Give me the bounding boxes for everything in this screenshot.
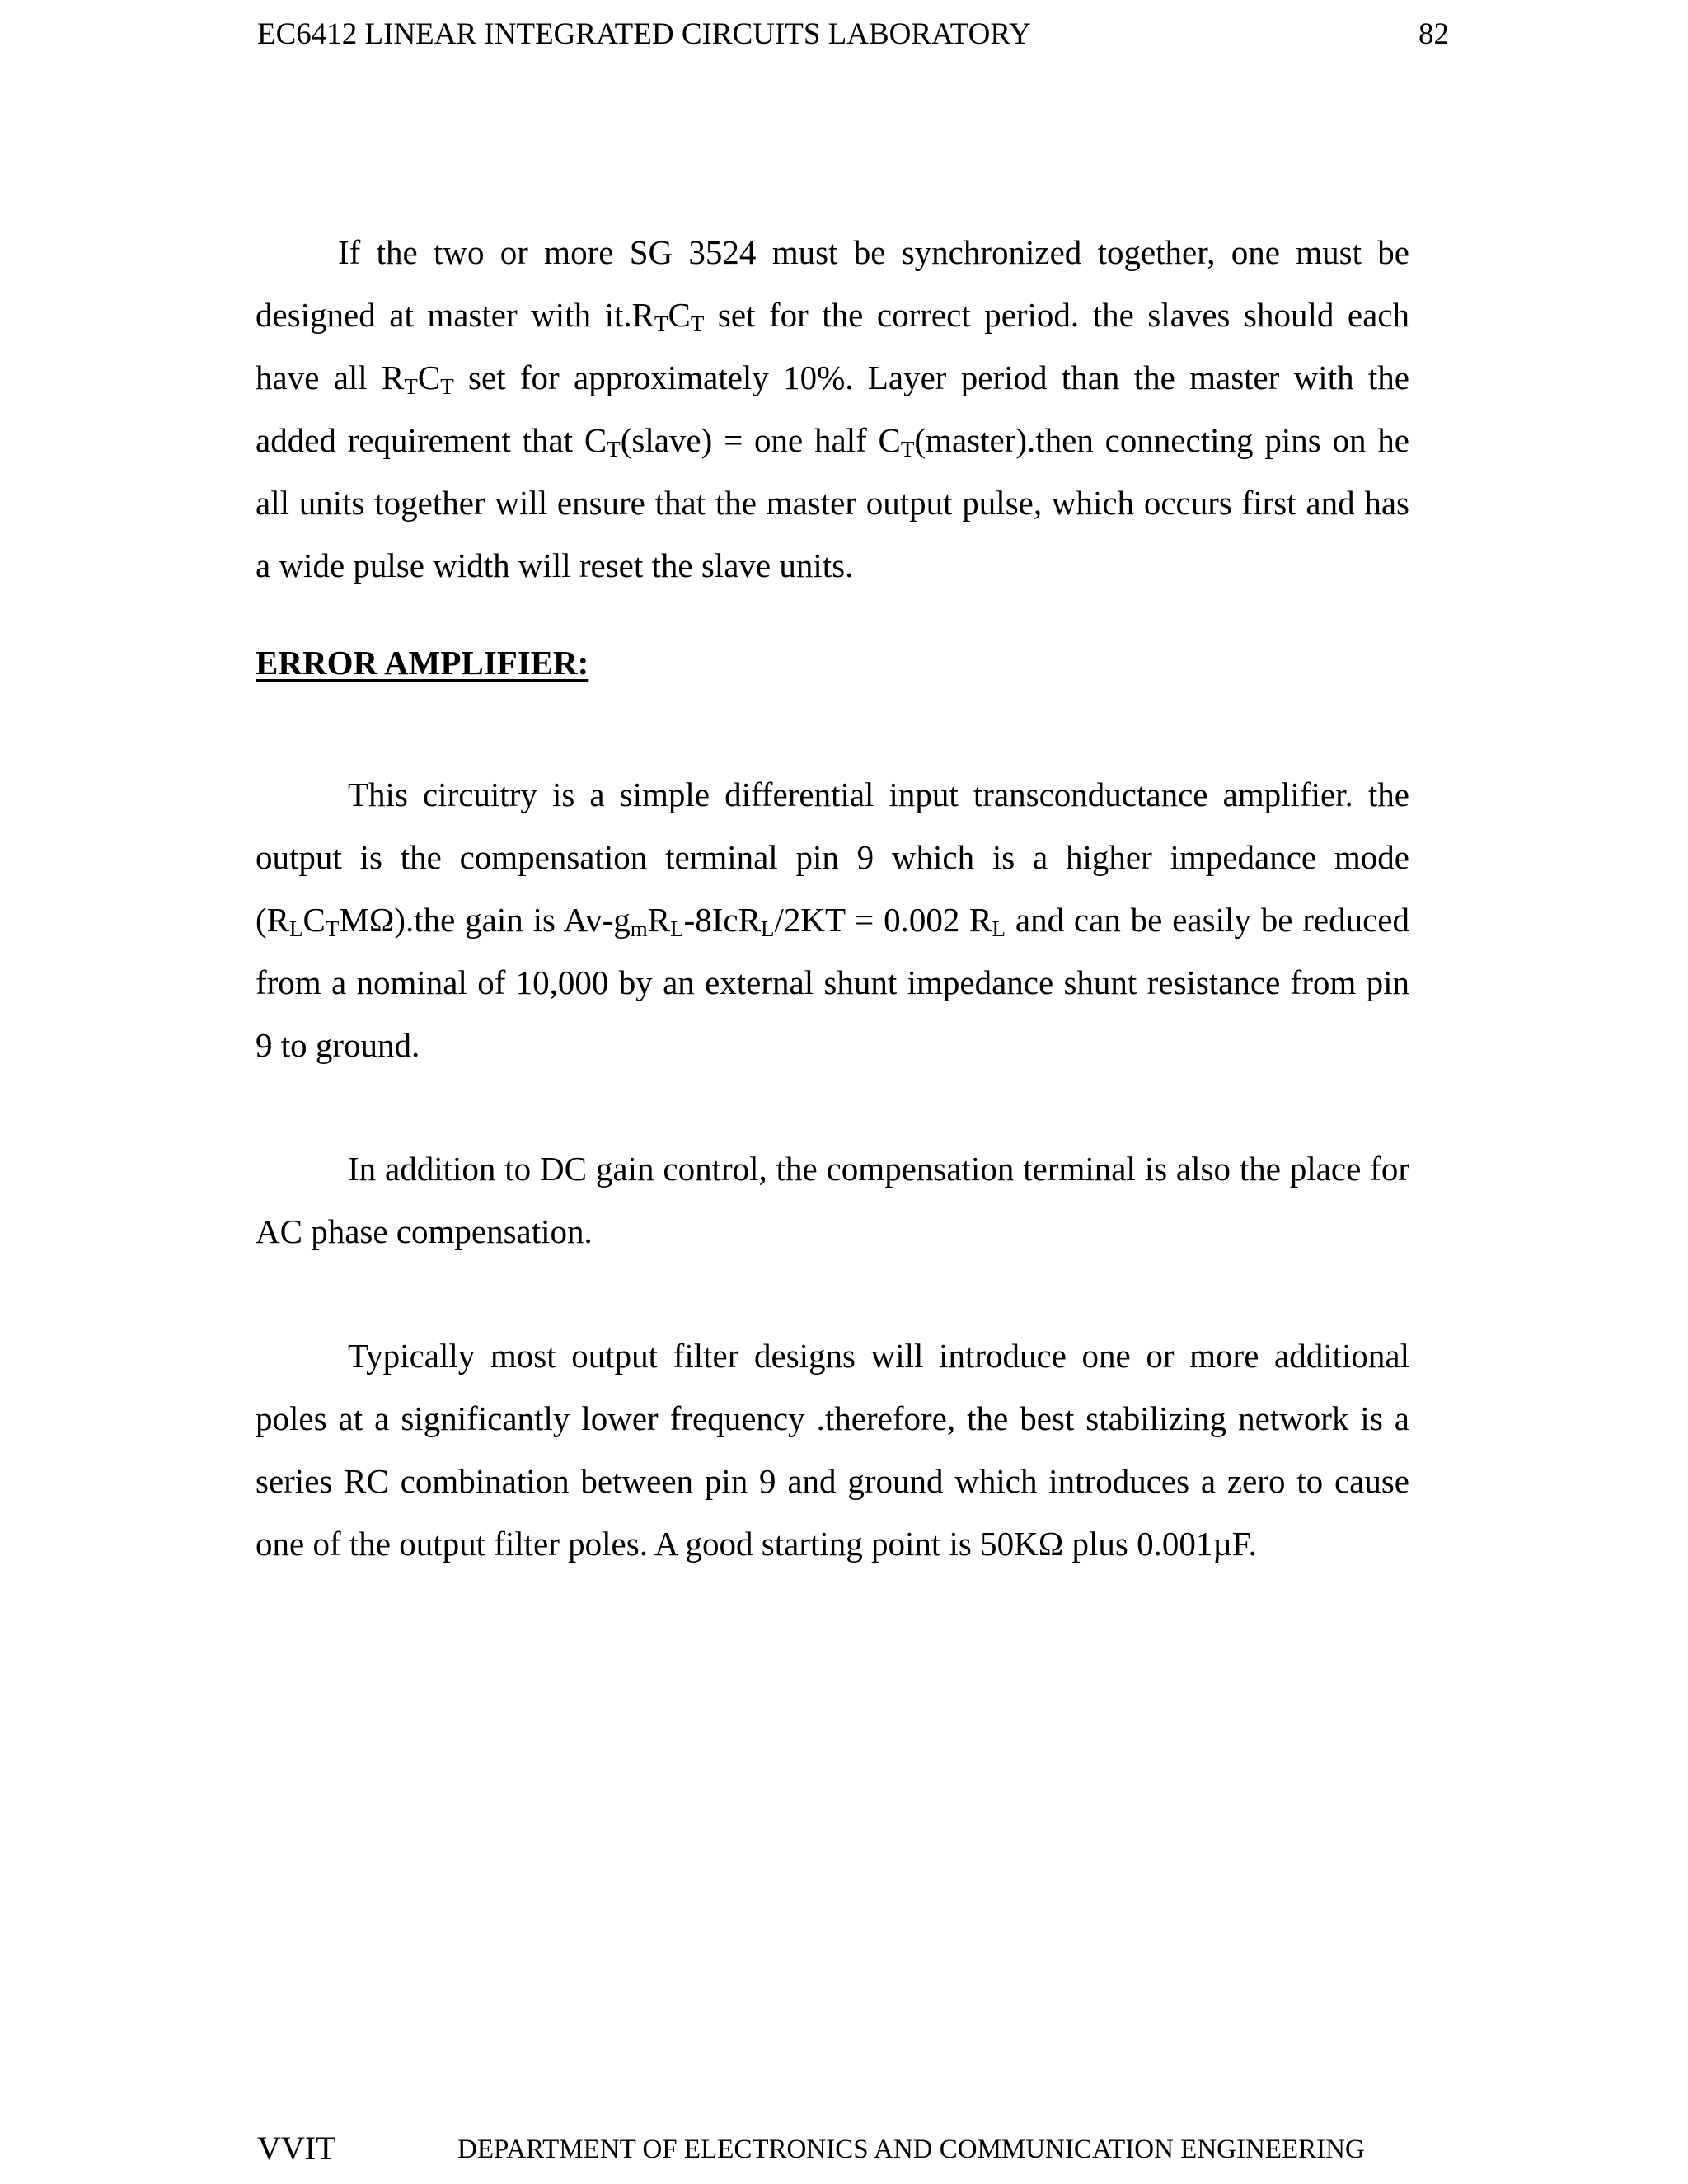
paragraph-dc-gain-text: In addition to DC gain control, the compensation terminal is also the place for AC phase compensation. — [256, 1150, 1409, 1250]
paragraph-dc-gain — [256, 1137, 1409, 1263]
paragraph-filter — [256, 1324, 1409, 1575]
paragraph-filter-text: Typically most output filter designs will introduce one or more additional poles at a significantly lower frequency .therefore, the best stabilizing network is a series RC combination between pin 9 and ground which introduces a zero to cause one of the output filter poles. A good starting point is 50KΩ plus 0.001µF. — [256, 1337, 1409, 1563]
footer-institution: VVIT — [257, 2130, 336, 2167]
paragraph-sync — [256, 221, 1409, 597]
header-title: EC6412 LINEAR INTEGRATED CIRCUITS LABORATORY — [257, 17, 1031, 51]
footer-department: DEPARTMENT OF ELECTRONICS AND COMMUNICATION ENGINEERING — [457, 2135, 1365, 2164]
paragraph-sync-text: If the two or more SG 3524 must be synchronized together, one must be designed at master with $it.R_TC_T$ set for the correct period. the slaves should each have all $R_TC_T$ set for approximately 10%. Layer period than the master with the added requirement that $C_T(slave)$ = one half $C_T(master).then$ connecting pins on he all units together will ensure that the master output pulse, which occurs first and has a wide pulse width will reset the slave units. — [256, 233, 1409, 584]
paragraph-error-amplifier — [256, 763, 1409, 1076]
paragraph-error-amplifier-text: This circuitry is a simple differential input transconductance amplifier. the output is the compensation terminal pin 9 which is a higher impedance mode $(R_LC_TM\Omega).the$ gain is $Av-g_mR_L-8IcR_L/2KT = 0.002$ $R_L$ and can be easily be reduced from a nominal of 10,000 by an external shunt impedance shunt resistance from pin 9 to ground. — [256, 776, 1409, 1064]
section-heading: ERROR AMPLIFIER: — [256, 644, 589, 682]
page-number: 82 — [1418, 17, 1449, 51]
